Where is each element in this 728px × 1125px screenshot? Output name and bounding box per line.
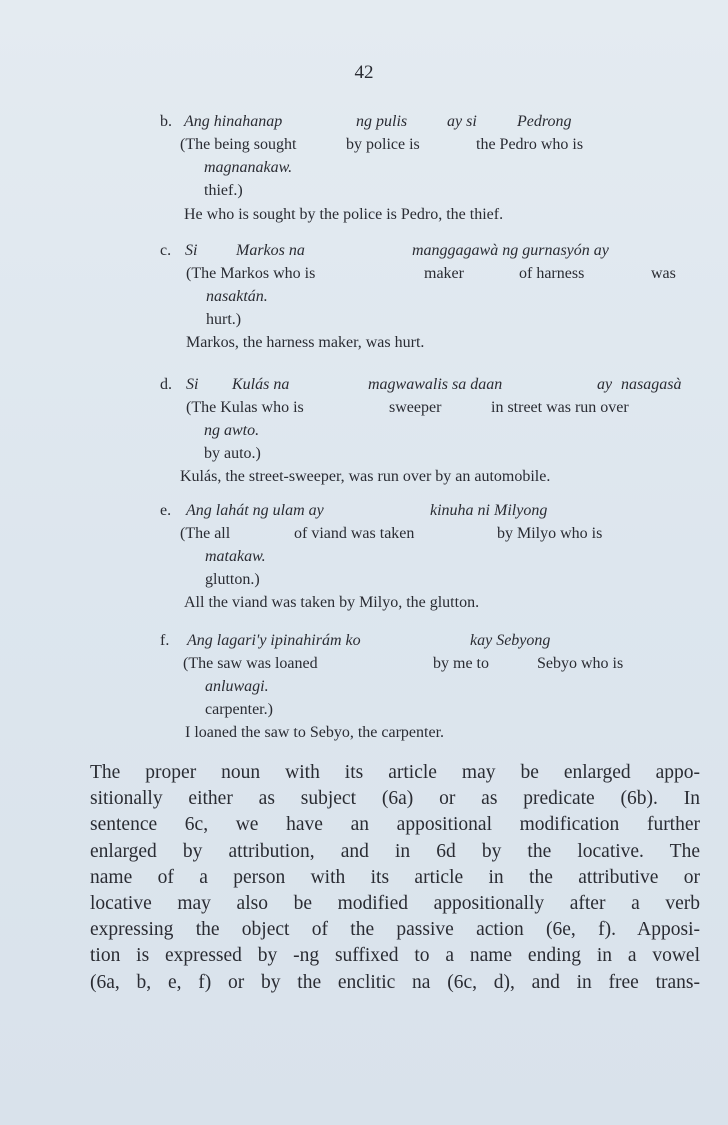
example-label: e. xyxy=(160,502,172,519)
gloss-end: carpenter.) xyxy=(205,701,273,718)
tagalog-word: Si xyxy=(185,242,198,259)
gloss-tagalog: anluwagi. xyxy=(205,678,269,695)
translation: He who is sought by the police is Pedro, the thief. xyxy=(184,206,504,223)
paragraph-line: tion is expressed by -ng suffixed to a name ending in a vowel xyxy=(90,945,700,967)
translation: I loaned the saw to Sebyo, the carpenter. xyxy=(185,724,445,741)
example-label: c. xyxy=(160,242,172,259)
paragraph-line: enlarged by attribution, and in 6d by the locative. The xyxy=(90,840,700,862)
translation: All the viand was taken by Milyo, the glutton. xyxy=(184,594,480,611)
tagalog-word: Ang lahát ng ulam ay xyxy=(186,502,324,519)
tagalog-word: nasagasà xyxy=(621,376,682,393)
tagalog-word: Ang lagari'y ipinahirám ko xyxy=(187,632,361,649)
tagalog-word: Pedrong xyxy=(517,113,572,130)
gloss-word: sweeper xyxy=(389,399,442,416)
tagalog-word: Si xyxy=(186,376,199,393)
translation: Kulás, the street-sweeper, was run over by an automobile. xyxy=(180,468,551,485)
gloss-word: of harness xyxy=(519,265,585,282)
gloss-word: the Pedro who is xyxy=(476,136,584,153)
gloss-tagalog: ng awto. xyxy=(204,422,260,439)
gloss-end: glutton.) xyxy=(205,571,260,588)
gloss-word: (The being sought xyxy=(180,136,297,153)
gloss-word: of viand was taken xyxy=(294,525,415,542)
gloss-word: in street was run over xyxy=(491,399,629,416)
paragraph-line: locative may also be modified appositionally after a verb xyxy=(90,893,700,915)
gloss-tagalog: nasaktán. xyxy=(206,288,268,305)
tagalog-word: ay xyxy=(597,376,613,393)
paragraph-line: expressing the object of the passive action (6e, f). Apposi- xyxy=(90,919,700,941)
tagalog-word: kinuha ni Milyong xyxy=(430,502,548,519)
gloss-word: by Milyo who is xyxy=(497,525,603,542)
gloss-end: hurt.) xyxy=(206,311,242,328)
gloss-end: by auto.) xyxy=(204,445,261,462)
tagalog-word: Kulás na xyxy=(232,376,290,393)
gloss-word: Sebyo who is xyxy=(537,655,624,672)
tagalog-word: Ang hinahanap xyxy=(184,113,283,130)
tagalog-word: kay Sebyong xyxy=(470,632,551,649)
translation: Markos, the harness maker, was hurt. xyxy=(186,334,425,351)
gloss-word: by police is xyxy=(346,136,420,153)
gloss-word: (The all xyxy=(180,525,231,542)
paragraph-line: The proper noun with its article may be enlarged appo- xyxy=(90,762,700,783)
body-paragraph xyxy=(90,760,700,996)
gloss-word: (The saw was loaned xyxy=(183,655,318,672)
example-label: b. xyxy=(160,113,172,130)
paragraph-line: sentence 6c, we have an appositional modification further xyxy=(90,814,700,836)
gloss-word: maker xyxy=(424,265,464,282)
tagalog-word: Markos na xyxy=(236,242,305,259)
gloss-word: by me to xyxy=(433,655,489,672)
gloss-tagalog: magnanakaw. xyxy=(204,159,293,176)
tagalog-word: ng pulis xyxy=(356,113,408,130)
page-number: 42 xyxy=(354,62,374,83)
paragraph-line: sitionally either as subject (6a) or as predicate (6b). In xyxy=(90,788,700,810)
example-label: f. xyxy=(160,632,170,649)
tagalog-word: magwawalis sa daan xyxy=(368,376,503,393)
gloss-end: thief.) xyxy=(204,182,243,199)
tagalog-word: ay si xyxy=(447,113,477,130)
gloss-word: (The Markos who is xyxy=(186,265,316,282)
gloss-tagalog: matakaw. xyxy=(205,548,266,565)
gloss-word: was xyxy=(651,265,676,282)
gloss-word: (The Kulas who is xyxy=(186,399,304,416)
paragraph-line: (6a, b, e, f) or by the enclitic na (6c, d), and in free trans- xyxy=(90,971,700,993)
tagalog-word: manggagawà ng gurnasyón ay xyxy=(412,242,609,259)
example-label: d. xyxy=(160,376,172,393)
paragraph-line: name of a person with its article in the attributive or xyxy=(90,866,700,888)
